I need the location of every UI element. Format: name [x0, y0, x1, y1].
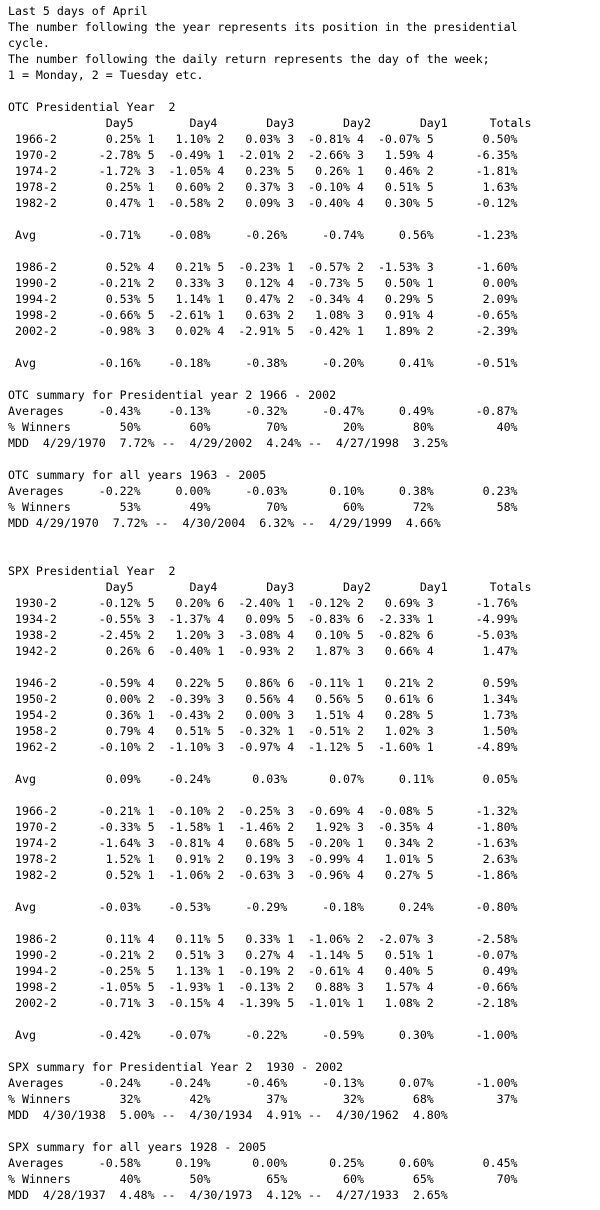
blank-line [8, 787, 598, 803]
text-line: MDD 4/29/1970 7.72% -- 4/29/2002 4.24% -- 4/27/1998 3.25% [8, 436, 448, 450]
text-line: 1946-2 -0.59% 4 0.22% 5 0.86% 6 -0.11% 1 0.21% 2 0.59% [8, 676, 518, 690]
text-line: 1942-2 0.26% 6 -0.40% 1 -0.93% 2 1.87% 3 0.66% 4 1.47% [8, 644, 518, 658]
text-line: SPX summary for all years 1928 - 2005 [8, 1140, 267, 1154]
text-line: 1934-2 -0.55% 3 -1.37% 4 0.09% 5 -0.83% 6 -2.33% 1 -4.99% [8, 612, 518, 626]
text-line: 1962-2 -0.10% 2 -1.10% 3 -0.97% 4 -1.12% 5 -1.60% 1 -4.89% [8, 740, 518, 754]
text-line: 1978-2 0.25% 1 0.60% 2 0.37% 3 -0.10% 4 0.51% 5 1.63% [8, 180, 518, 194]
text-line: Avg -0.03% -0.53% -0.29% -0.18% 0.24% -0.80% [8, 900, 518, 914]
blank-line [8, 83, 598, 99]
text-line: % Winners 32% 42% 37% 32% 68% 37% [8, 1092, 518, 1106]
text-line: % Winners 53% 49% 70% 60% 72% 58% [8, 500, 518, 514]
blank-line [8, 1123, 598, 1139]
text-line: 1966-2 0.25% 1 1.10% 2 0.03% 3 -0.81% 4 -0.07% 5 0.50% [8, 132, 518, 146]
text-line: 1986-2 0.11% 4 0.11% 5 0.33% 1 -1.06% 2 -2.07% 3 -2.58% [8, 932, 518, 946]
text-line: 1970-2 -2.78% 5 -0.49% 1 -2.01% 2 -2.66% 3 1.59% 4 -6.35% [8, 148, 518, 162]
text-line: 1990-2 -0.21% 2 0.51% 3 0.27% 4 -1.14% 5 0.51% 1 -0.07% [8, 948, 518, 962]
text-line: 1930-2 -0.12% 5 0.20% 6 -2.40% 1 -0.12% 2 0.69% 3 -1.76% [8, 596, 518, 610]
text-line: The number following the daily return represents the day of the week; [8, 52, 490, 66]
text-line: Averages -0.24% -0.24% -0.46% -0.13% 0.07% -1.00% [8, 1076, 518, 1090]
text-line: Avg 0.09% -0.24% 0.03% 0.07% 0.11% 0.05% [8, 772, 518, 786]
blank-line [8, 547, 598, 563]
blank-line [8, 1011, 598, 1027]
text-line: OTC summary for Presidential year 2 1966 - 2002 [8, 388, 337, 402]
text-line: OTC summary for all years 1963 - 2005 [8, 468, 267, 482]
text-line: 1 = Monday, 2 = Tuesday etc. [8, 68, 204, 82]
document-text [8, 3, 598, 1203]
blank-line [8, 243, 598, 259]
text-line: Averages -0.22% 0.00% -0.03% 0.10% 0.38% 0.23% [8, 484, 518, 498]
text-line: 2002-2 -0.98% 3 0.02% 4 -2.91% 5 -0.42% 1 1.89% 2 -2.39% [8, 324, 518, 338]
text-line: 1966-2 -0.21% 1 -0.10% 2 -0.25% 3 -0.69% 4 -0.08% 5 -1.32% [8, 804, 518, 818]
text-line: SPX Presidential Year 2 [8, 564, 176, 578]
text-line: OTC Presidential Year 2 [8, 100, 176, 114]
text-line: 1982-2 0.52% 1 -1.06% 2 -0.63% 3 -0.96% 4 0.27% 5 -1.86% [8, 868, 518, 882]
text-line: The number following the year represents its position in the presidential [8, 20, 518, 34]
blank-line [8, 339, 598, 355]
text-line: Last 5 days of April [8, 4, 148, 18]
blank-line [8, 211, 598, 227]
text-line: 1958-2 0.79% 4 0.51% 5 -0.32% 1 -0.51% 2 1.02% 3 1.50% [8, 724, 518, 738]
text-line: 1994-2 0.53% 5 1.14% 1 0.47% 2 -0.34% 4 0.29% 5 2.09% [8, 292, 518, 306]
text-line: 1990-2 -0.21% 2 0.33% 3 0.12% 4 -0.73% 5 0.50% 1 0.00% [8, 276, 518, 290]
text-line: % Winners 40% 50% 65% 60% 65% 70% [8, 1172, 518, 1186]
text-line: 1986-2 0.52% 4 0.21% 5 -0.23% 1 -0.57% 2 -1.53% 3 -1.60% [8, 260, 518, 274]
text-line: % Winners 50% 60% 70% 20% 80% 40% [8, 420, 518, 434]
blank-line [8, 531, 598, 547]
text-line: 1982-2 0.47% 1 -0.58% 2 0.09% 3 -0.40% 4 0.30% 5 -0.12% [8, 196, 518, 210]
blank-line [8, 659, 598, 675]
text-line: Day5 Day4 Day3 Day2 Day1 Totals [8, 116, 532, 130]
text-line: MDD 4/30/1938 5.00% -- 4/30/1934 4.91% -- 4/30/1962 4.80% [8, 1108, 448, 1122]
text-line: 1954-2 0.36% 1 -0.43% 2 0.00% 3 1.51% 4 0.28% 5 1.73% [8, 708, 518, 722]
blank-line [8, 883, 598, 899]
text-line: MDD 4/29/1970 7.72% -- 4/30/2004 6.32% -- 4/29/1999 4.66% [8, 516, 441, 530]
text-line: cycle. [8, 36, 50, 50]
text-line: 1970-2 -0.33% 5 -1.58% 1 -1.46% 2 1.92% 3 -0.35% 4 -1.80% [8, 820, 518, 834]
text-line: 1994-2 -0.25% 5 1.13% 1 -0.19% 2 -0.61% 4 0.40% 5 0.49% [8, 964, 518, 978]
text-line: 1998-2 -0.66% 5 -2.61% 1 0.63% 2 1.08% 3 0.91% 4 -0.65% [8, 308, 518, 322]
text-line: MDD 4/28/1937 4.48% -- 4/30/1973 4.12% -- 4/27/1933 2.65% [8, 1188, 448, 1202]
text-line: Avg -0.42% -0.07% -0.22% -0.59% 0.30% -1.00% [8, 1028, 518, 1042]
text-line: Averages -0.43% -0.13% -0.32% -0.47% 0.49% -0.87% [8, 404, 518, 418]
text-line: 1978-2 1.52% 1 0.91% 2 0.19% 3 -0.99% 4 1.01% 5 2.63% [8, 852, 518, 866]
text-line: 1974-2 -1.64% 3 -0.81% 4 0.68% 5 -0.20% 1 0.34% 2 -1.63% [8, 836, 518, 850]
text-line: 2002-2 -0.71% 3 -0.15% 4 -1.39% 5 -1.01% 1 1.08% 2 -2.18% [8, 996, 518, 1010]
blank-line [8, 1043, 598, 1059]
text-line: SPX summary for Presidential Year 2 1930 - 2002 [8, 1060, 344, 1074]
text-line: 1938-2 -2.45% 2 1.20% 3 -3.08% 4 0.10% 5 -0.82% 6 -5.03% [8, 628, 518, 642]
text-line: 1998-2 -1.05% 5 -1.93% 1 -0.13% 2 0.88% 3 1.57% 4 -0.66% [8, 980, 518, 994]
text-line: Avg -0.71% -0.08% -0.26% -0.74% 0.56% -1.23% [8, 228, 518, 242]
text-line: Day5 Day4 Day3 Day2 Day1 Totals [8, 580, 532, 594]
text-line: Averages -0.58% 0.19% 0.00% 0.25% 0.60% 0.45% [8, 1156, 518, 1170]
blank-line [8, 451, 598, 467]
text-line: 1950-2 0.00% 2 -0.39% 3 0.56% 4 0.56% 5 0.61% 6 1.34% [8, 692, 518, 706]
blank-line [8, 371, 598, 387]
blank-line [8, 755, 598, 771]
text-line: 1974-2 -1.72% 3 -1.05% 4 0.23% 5 0.26% 1 0.46% 2 -1.81% [8, 164, 518, 178]
blank-line [8, 915, 598, 931]
text-line: Avg -0.16% -0.18% -0.38% -0.20% 0.41% -0.51% [8, 356, 518, 370]
